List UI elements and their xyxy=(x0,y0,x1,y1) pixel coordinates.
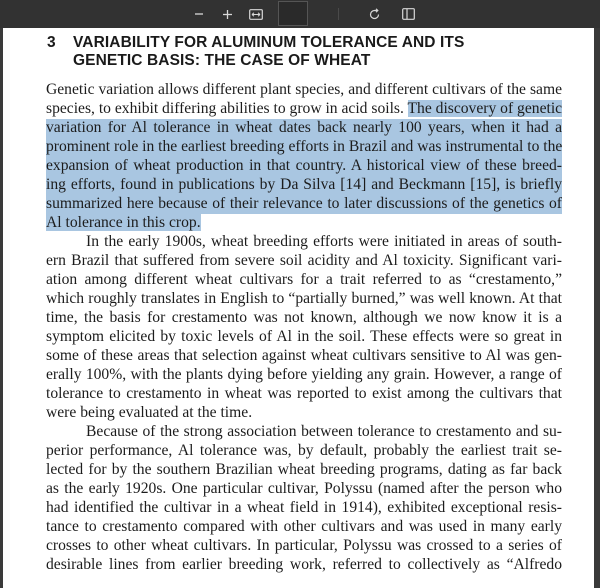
highlighted-text[interactable]: ing efforts, found in publications by Da Silva [14] and Beckmann [15], is briefly xyxy=(46,176,562,193)
highlighted-text[interactable]: prominent role in the earliest breeding efforts in Brazil and was instrumental to the xyxy=(46,138,563,155)
text-span: species, to exhibit differing abilities to grow in acid soils. xyxy=(46,100,408,117)
plus-icon xyxy=(222,9,233,20)
text-line xyxy=(46,252,562,271)
text-span: had identified the cultivar in a wheat field in 1914), exhibited exceptional resis- xyxy=(46,499,562,516)
text-line xyxy=(46,233,562,252)
text-line xyxy=(46,461,562,480)
page-number-input[interactable] xyxy=(278,1,308,26)
text-line xyxy=(46,404,562,423)
rotate-button[interactable] xyxy=(364,4,384,24)
text-span: In the early 1900s, wheat breeding efforts were initiated in areas of south- xyxy=(86,233,562,250)
text-line xyxy=(46,366,562,385)
split-view-icon xyxy=(402,8,415,20)
highlighted-text[interactable]: summarized here because of their relevance to later discussions of the genetics of xyxy=(46,195,562,212)
highlighted-text[interactable]: variation for Al tolerance in wheat dates back nearly 100 years, when it had a xyxy=(46,119,562,136)
rotate-icon xyxy=(368,8,381,21)
fit-width-button[interactable] xyxy=(246,4,266,24)
text-line xyxy=(46,423,562,442)
fit-width-icon xyxy=(249,9,263,20)
text-span: desirable lines from earlier breeding work, referred to collectively as “Alfredo xyxy=(46,556,562,573)
text-line xyxy=(46,537,562,556)
text-span: crosses to other wheat cultivars. In particular, Polyssu was crossed to a series of xyxy=(46,537,562,554)
section-title-line-2: GENETIC BASIS: THE CASE OF WHEAT xyxy=(73,52,371,69)
document-page xyxy=(3,28,594,588)
highlighted-text[interactable]: The discovery of genetic xyxy=(407,100,563,117)
text-line xyxy=(46,214,562,233)
text-span: lected for by the southern Brazilian wheat breeding programs, dating as far back xyxy=(46,461,562,478)
text-span: were being evaluated at the time. xyxy=(46,404,253,421)
section-number: 3 xyxy=(47,34,56,51)
text-line xyxy=(46,347,562,366)
text-span: tolerance to crestamento in wheat was reported to exist among the cultivars that xyxy=(46,385,562,402)
pdf-toolbar xyxy=(0,0,600,28)
text-span: time, the basis for crestamento was not known, although we now know it is a xyxy=(46,309,562,326)
text-span: which roughly translates in English to “partially burned,” was well known. At that xyxy=(46,290,562,307)
text-line xyxy=(46,100,562,119)
text-line xyxy=(46,442,562,461)
text-span: ation among different wheat cultivars for a trait referred to as “crestamento,” xyxy=(46,271,562,288)
text-line xyxy=(46,518,562,537)
minus-icon xyxy=(194,9,204,19)
highlighted-text[interactable]: expansion of wheat production in that country. A historical view of these breed- xyxy=(46,157,562,174)
text-line xyxy=(46,309,562,328)
text-span: perior performance, Al tolerance was, by default, probably the earliest trait se- xyxy=(46,442,562,459)
text-span: Genetic variation allows different plant species, and different cultivars of the same xyxy=(46,81,562,98)
text-line xyxy=(46,385,562,404)
highlighted-text[interactable]: Al tolerance in this crop. xyxy=(46,214,201,231)
text-span: as the early 1920s. One particular cultivar, Polyssu (named after the person who xyxy=(46,480,562,497)
text-line xyxy=(46,328,562,347)
text-span: erally 100%, with the plants dying before yielding any grain. However, a range of xyxy=(46,366,562,383)
text-span: tance to crestamento compared with other cultivars and was used in many early xyxy=(46,518,562,535)
text-line xyxy=(46,195,562,214)
text-span: Because of the strong association between tolerance to crestamento and su- xyxy=(86,423,562,440)
text-span: symptom elicited by toxic levels of Al in the soil. These effects were so great in xyxy=(46,328,562,345)
zoom-in-button[interactable] xyxy=(218,4,236,24)
text-line xyxy=(46,271,562,290)
text-line xyxy=(46,480,562,499)
text-line xyxy=(46,157,562,176)
text-line xyxy=(46,290,562,309)
text-line xyxy=(46,138,562,157)
text-span: some of these areas that selection against wheat cultivars sensitive to Al was gen- xyxy=(46,347,562,364)
section-title-line-1: VARIABILITY FOR ALUMINUM TOLERANCE AND ITS xyxy=(73,34,465,51)
text-span: ern Brazil that suffered from severe soil acidity and Al toxicity. Significant vari- xyxy=(46,252,562,269)
text-line xyxy=(46,499,562,518)
text-line xyxy=(46,556,562,575)
split-view-button[interactable] xyxy=(398,4,418,24)
zoom-out-button[interactable] xyxy=(190,4,208,24)
toolbar-divider xyxy=(338,8,339,20)
text-line xyxy=(46,81,562,100)
text-line xyxy=(46,119,562,138)
text-line xyxy=(46,176,562,195)
